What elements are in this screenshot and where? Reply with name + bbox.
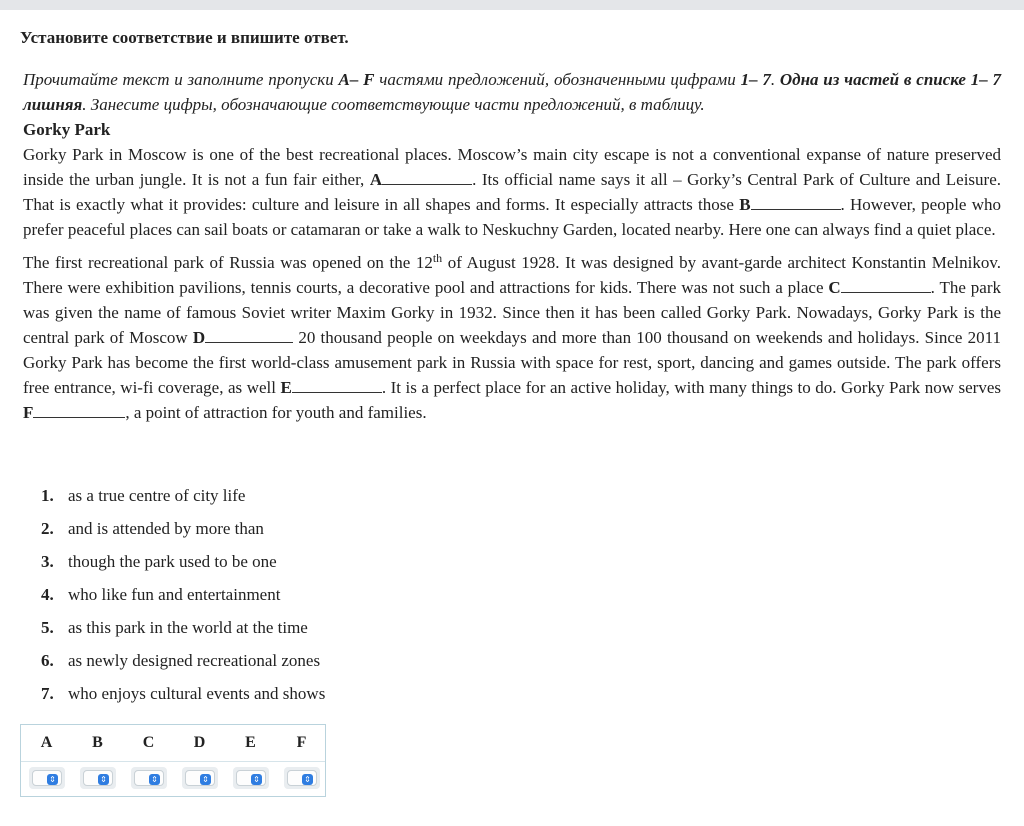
list-item: 6. as newly designed recreational zones [41,651,321,670]
gap-label-f: F [23,403,34,422]
gap-label-d: D [192,328,206,347]
gap-e-blank [292,377,382,393]
chevron-up-down-icon: ⇕ [47,774,58,785]
list-item: 7. who enjoys cultural events and shows [41,684,326,703]
answer-select-b[interactable] [80,767,116,789]
options-list [41,479,325,710]
answer-select-row [21,765,325,791]
answer-select-d[interactable] [182,767,218,789]
answer-select-e[interactable] [233,767,269,789]
gap-label-a: A [369,170,383,189]
gap-c-blank [841,277,931,293]
paragraph-2: The first recreational park of Russia was opened on the 12th of August 1928. It was designed by avant-garde architect Konstantin Melnikov. There were exhibition pavilions, tennis courts, a decorative pool and attractions for kids. There was not such a place C . The park was given the name of famous Soviet writer Maxim Gorky in 1932. Since then it has been called Gorky Park. Nowadays, Gorky Park is the central park of Moscow D 20 thousand people on weekdays and more than 100 thousand on weekends and holidays. Since 2011 Gorky Park has become the first world-class amusement park in Russia with space for rest, sport, dancing and games outside. The park offers free entrance, wi-fi coverage, as well E . It is a perfect place for an active holiday, with many things to do. Gorky Park now serves F , a point of attraction for youth and families. [23,251,1001,422]
answer-table [20,724,326,797]
answer-header-e: E [245,734,256,751]
list-item: 1. as a true centre of city life [41,486,246,505]
top-bar [0,0,1024,10]
answer-select-c[interactable] [131,767,167,789]
instructions: Прочитайте текст и заполните пропуски A– F частями предложений, обозначенными цифрами 1– 7. Одна из частей в списке 1– 7 лишняя. Занесите цифры, обозначающие соответствующие части предложений, в таблицу. [23,70,1002,114]
answer-header-c: C [142,734,155,751]
chevron-up-down-icon: ⇕ [302,774,313,785]
answer-header-f: F [296,734,307,751]
answer-select-f[interactable] [284,767,320,789]
list-item: 2. and is attended by more than [41,519,264,538]
gap-d-blank [205,327,293,343]
gap-label-e: E [280,378,292,397]
chevron-up-down-icon: ⇕ [251,774,262,785]
answer-header-b: B [92,734,103,751]
chevron-up-down-icon: ⇕ [149,774,160,785]
chevron-up-down-icon: ⇕ [200,774,211,785]
answer-header-row [21,731,325,755]
gap-label-b: B [739,195,751,214]
gap-label-c: C [828,278,841,297]
answer-select-a[interactable] [29,767,65,789]
chevron-up-down-icon: ⇕ [98,774,109,785]
task-content [23,67,1001,425]
gap-f-blank [33,402,125,418]
task-heading: Установите соответствие и впишите ответ. [20,28,349,47]
table-divider [21,761,325,762]
paragraph-1: Gorky Park in Moscow is one of the best recreational places. Moscow’s main city escape is not a conventional expanse of nature preserved inside the urban jungle. It is not a fun fair either, A . Its official name says it all – Gorky’s Central Park of Culture and Leisure. That is exactly what it provides: culture and leisure in all shapes and forms. It especially attracts those B . However, people who prefer peaceful places can sail boats or catamaran or take a walk to Neskuchny Garden, located nearby. Here one can always find a quiet place. [23,145,1002,239]
list-item: 4. who like fun and entertainment [41,585,281,604]
answer-header-d: D [193,734,206,751]
list-item: 5. as this park in the world at the time [41,618,308,637]
list-item: 3. though the park used to be one [41,552,277,571]
answer-header-a: A [40,734,53,751]
gap-a-blank [382,169,472,185]
text-title: Gorky Park [23,120,111,139]
gap-b-blank [751,194,841,210]
